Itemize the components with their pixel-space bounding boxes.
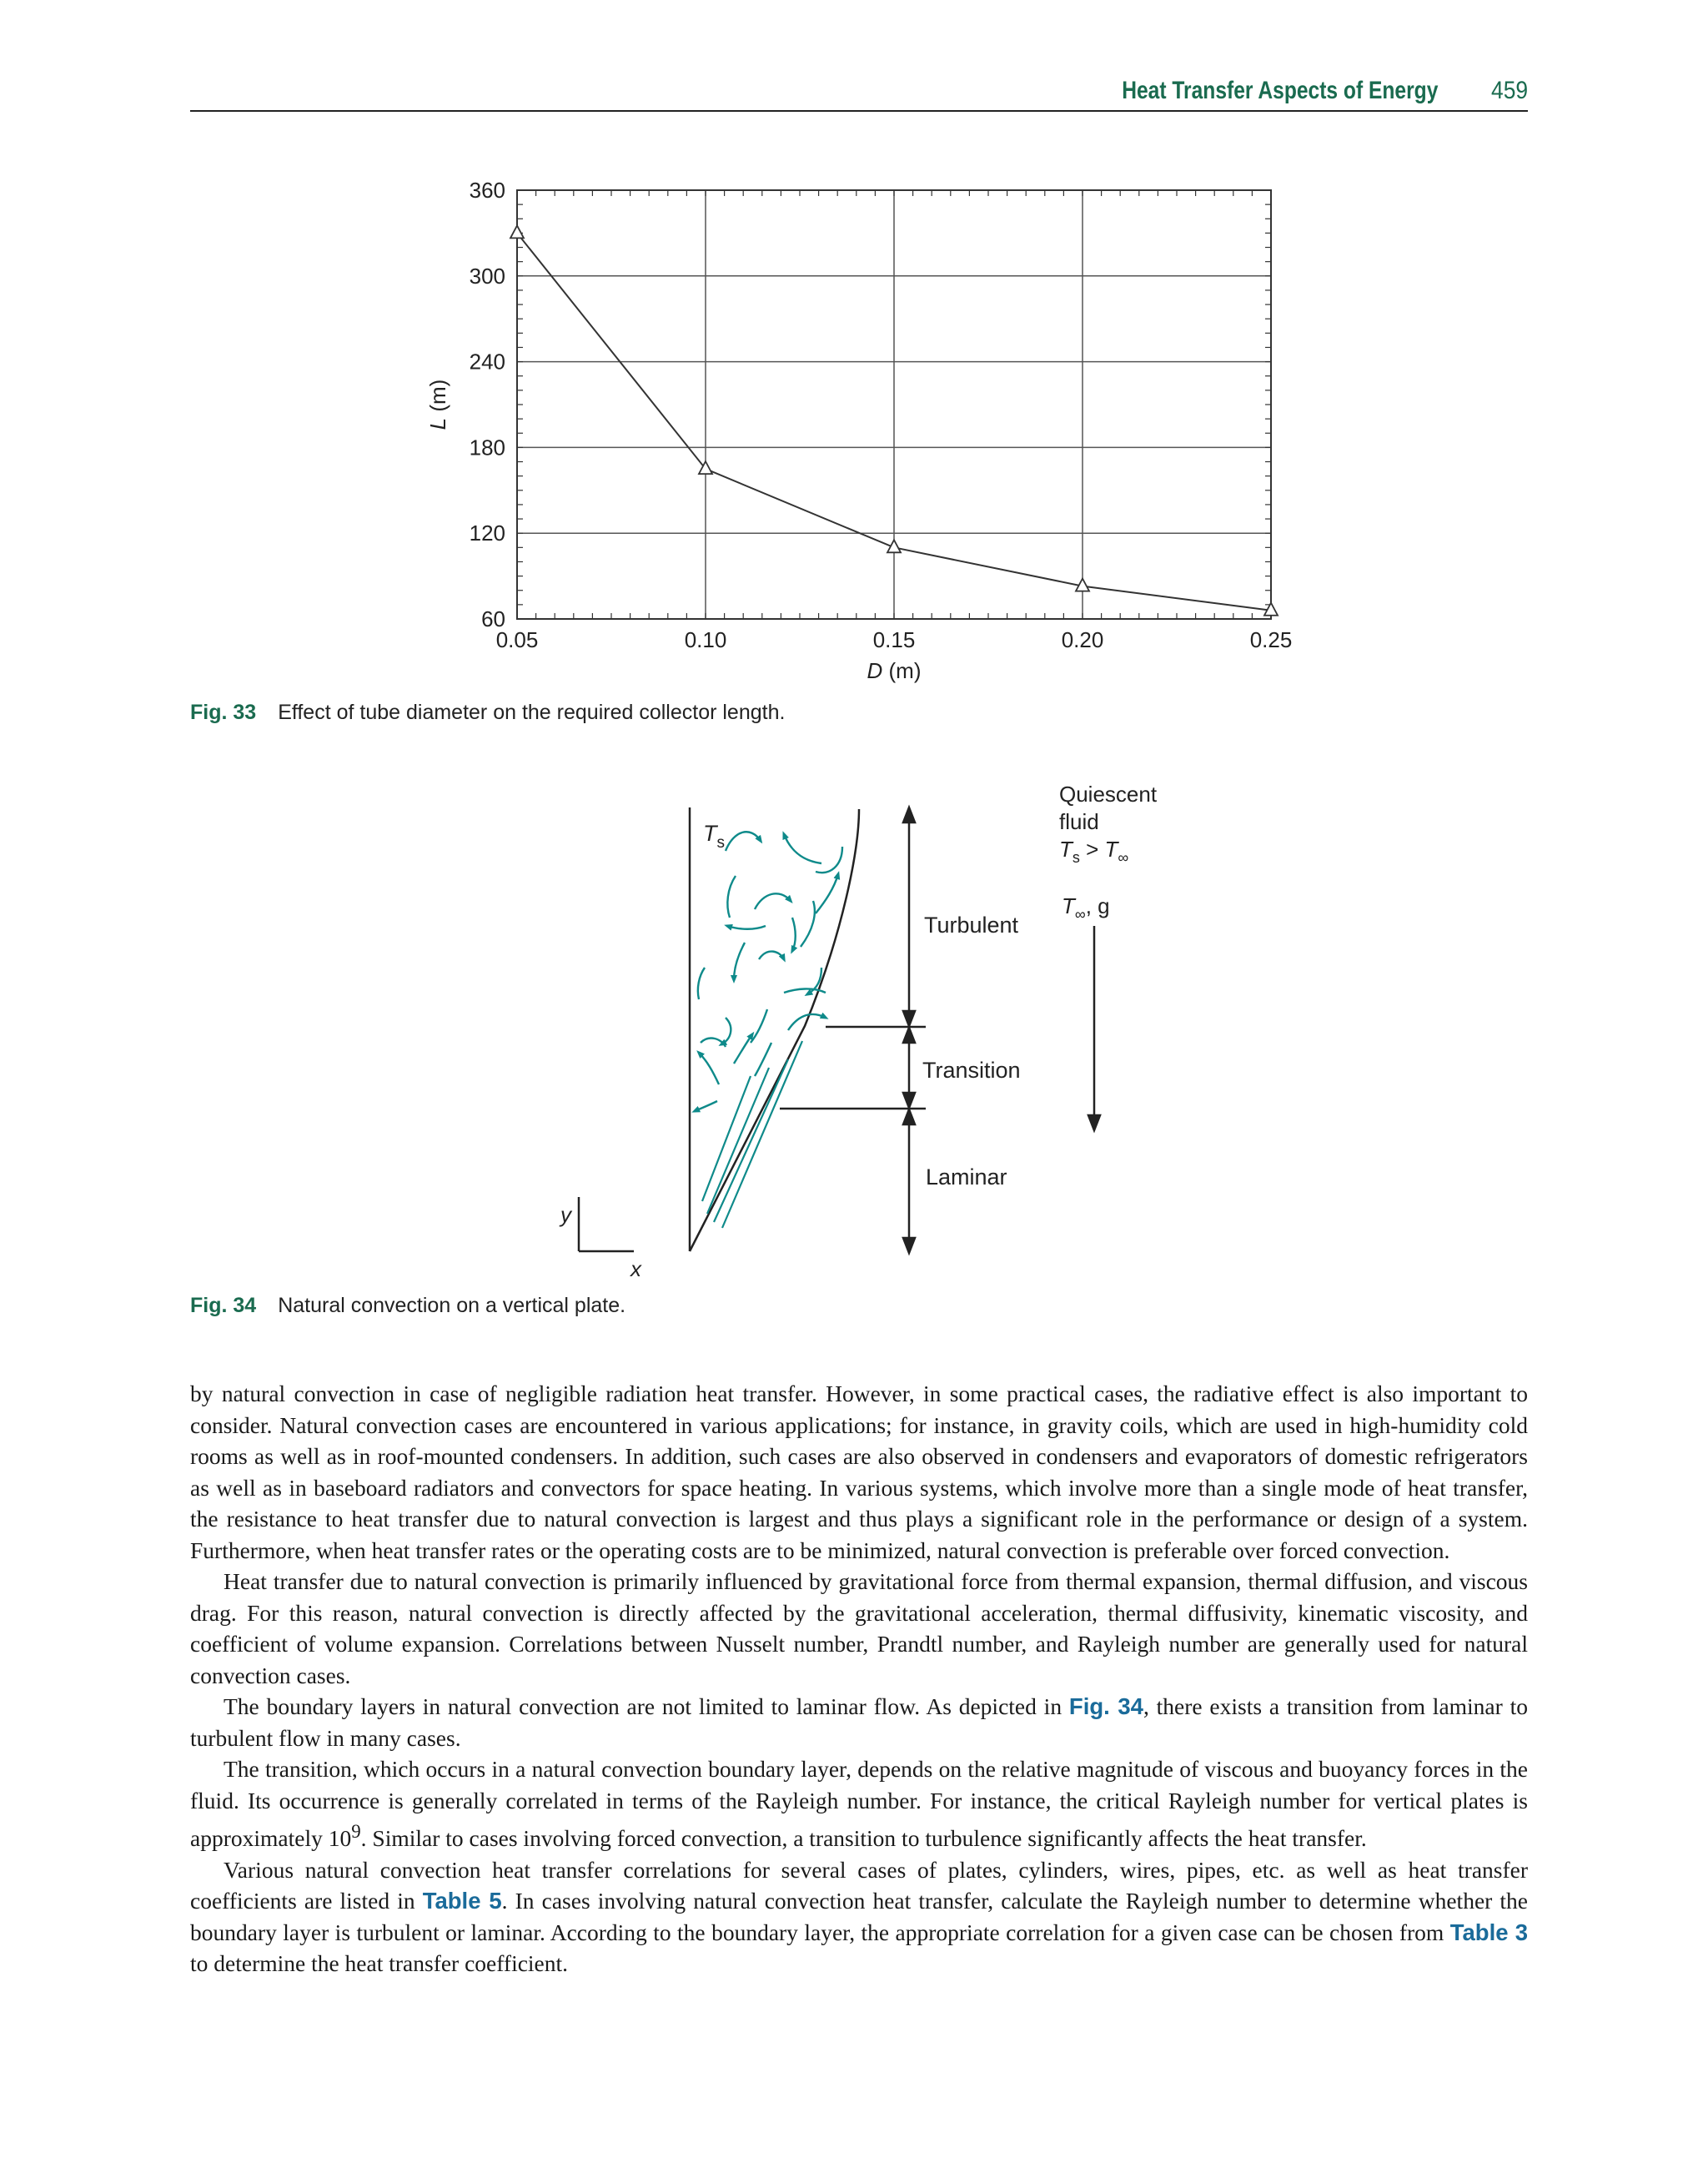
turbulent-label: Turbulent: [924, 913, 1019, 938]
paragraph-5: Various natural convection heat transfer correlations for several cases of plates, cylinders, wires, pipes, etc. as well as heat transfer coefficients are listed in Table 5. In cases involving natural convection heat transfer, calculate the Rayleigh number to determine whether the boundary layer is turbulent or laminar. According to the boundary layer, the appropriate correlation for a given case can be chosen from Table 3 to determine the heat transfer coefficient.: [190, 1856, 1529, 1977]
table3-link[interactable]: Table 3: [1449, 1919, 1529, 1945]
running-head-title: Heat Transfer Aspects of Energy: [1121, 77, 1438, 104]
y-tick-label: 180: [469, 435, 505, 460]
chart-grid: [517, 190, 1271, 619]
page-number: 459: [1490, 77, 1528, 104]
fig34-link[interactable]: Fig. 34: [1068, 1693, 1143, 1719]
coordinate-axes: [579, 1197, 634, 1251]
laminar-label: Laminar: [926, 1164, 1007, 1190]
x-tick-label: 0.20: [1061, 627, 1104, 652]
ts-label: $T_s$: [703, 821, 725, 852]
gravity-arrow: [1088, 926, 1100, 1130]
body-text: [190, 1378, 1528, 1979]
ts-gt-tinf-label: $T_s > T_\infty$: [1059, 837, 1129, 866]
tinf-g-label: $T_\infty$, g: [1062, 893, 1110, 923]
y-tick-label: 300: [469, 263, 505, 289]
transition-label: Transition: [922, 1058, 1021, 1083]
fig33-label: Fig. 33: [190, 701, 257, 724]
y-tick-labels: [470, 178, 505, 631]
y-tick-label: 60: [481, 606, 505, 631]
y-tick-label: 120: [469, 521, 505, 546]
paragraph-3: The boundary layers in natural convection are not limited to laminar flow. As depicted in Fig. 34, there exists a transition from laminar to turbulent flow in many cases.: [190, 1693, 1528, 1751]
x-tick-label: 0.25: [1249, 627, 1293, 652]
quiescent-label-1: Quiescent: [1059, 782, 1158, 807]
x-tick-labels: [496, 627, 1293, 652]
fig34-diagram: [0, 751, 1708, 1335]
table5-link[interactable]: Table 5: [422, 1888, 502, 1914]
fig34-caption: [190, 1294, 625, 1318]
quiescent-label-2: fluid: [1059, 809, 1099, 834]
fig34-caption-text: Natural convection on a vertical plate.: [278, 1294, 626, 1317]
y-tick-label: 360: [469, 178, 505, 203]
x-axis-letter: x: [630, 1256, 641, 1281]
paragraph-1: by natural convection in case of negligible radiation heat transfer. However, in some practical cases, the radiative effect is also important to consider. Natural convection cases are encountered in various applications; for instance, in gravity coils, which are used in high-humidity cold rooms as well as in roof-mounted condensers. In addition, such cases are also observed in condensers and evaporators of domestic refrigerators as well as in baseboard radiators and convectors for space heating. In various systems, which involve more than a single mode of heat transfer, the resistance to heat transfer due to natural convection is largest and thus plays a significant role in the performance or design of a system. Furthermore, when heat transfer rates or the operating costs are to be minimized, natural convection is preferable over forced convection.: [190, 1381, 1528, 1563]
boundary-layer-edge: [690, 809, 859, 1251]
paragraph-4: The transition, which occurs in a natural convection boundary layer, depends on the relative magnitude of viscous and buoyancy forces in the fluid. Its occurrence is generally correlated in terms of the Rayleigh number. For instance, the critical Rayleigh number for vertical plates is approximately $10^9$. Similar to cases involving forced convection, a transition to turbulence significantly affects the heat transfer.: [190, 1756, 1528, 1852]
x-tick-label: 0.15: [872, 627, 916, 652]
paragraph-2: Heat transfer due to natural convection is primarily influenced by gravitational force from thermal expansion, thermal diffusion, and viscous drag. For this reason, natural convection is directly affected by the gravitational acceleration, thermal diffusivity, kinematic viscosity, and coefficient of volume expansion. Correlations between Nusselt number, Prandtl number, and Rayleigh number are generally used for natural convection cases.: [190, 1568, 1528, 1688]
fig33-caption: [190, 701, 785, 725]
x-tick-label: 0.10: [684, 627, 727, 652]
y-tick-label: 240: [469, 349, 505, 375]
exponent: 9: [351, 1821, 361, 1842]
fig33-caption-text: Effect of tube diameter on the required collector length.: [278, 701, 786, 724]
data-point-marker: [510, 225, 524, 238]
y-axis-letter: y: [560, 1202, 571, 1227]
laminar-streamlines: [702, 1041, 802, 1228]
fig34-label: Fig. 34: [190, 1294, 257, 1317]
y-axis-label: L (m): [425, 379, 450, 430]
fig33-chart: [0, 0, 1708, 692]
x-axis-label: D (m): [867, 658, 922, 683]
x-tick-label: 0.05: [495, 627, 539, 652]
